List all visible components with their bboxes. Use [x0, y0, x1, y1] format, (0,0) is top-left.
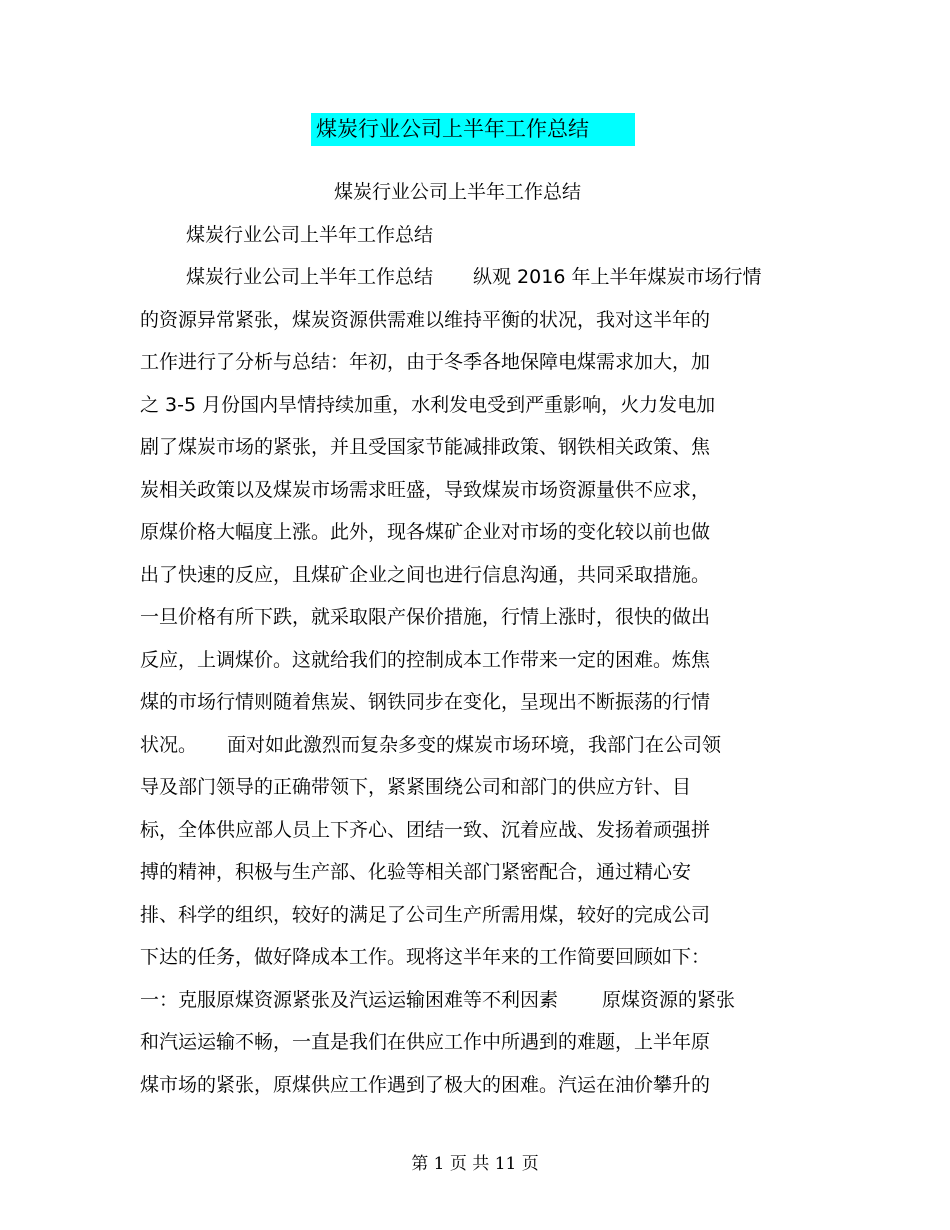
paragraph-line: 出了快速的反应，且煤矿企业之间也进行信息沟通，共同采取措施。	[140, 564, 711, 586]
paragraph-line: 和汽运运输不畅，一直是我们在供应工作中所遇到的难题，上半年原	[140, 1031, 711, 1053]
section-title: 一：克服原煤资源紧张及汽运运输困难等不利因素	[140, 989, 559, 1011]
document-title: 煤炭行业公司上半年工作总结	[316, 117, 589, 141]
paragraph-line: 煤的市场行情则随着焦炭、钢铁同步在变化，呈现出不断振荡的行情	[140, 691, 711, 713]
paragraph-line	[140, 988, 735, 1012]
paragraph-line: 炭相关政策以及煤炭市场需求旺盛，导致煤炭市场资源量供不应求，	[140, 479, 711, 501]
paragraph-text: 状况。	[140, 734, 198, 756]
paragraph-text: 纵观 2016 年上半年煤炭市场行情	[473, 266, 762, 288]
paragraph-line: 一旦价格有所下跌，就采取限产保价措施，行情上涨时，很快的做出	[140, 606, 711, 628]
paragraph-text: 原煤资源的紧张	[602, 989, 736, 1011]
paragraph-line	[140, 733, 721, 757]
paragraph-line: 排、科学的组织，较好的满足了公司生产所需用煤，较好的完成公司	[140, 904, 711, 926]
paragraph-line: 搏的精神，积极与生产部、化验等相关部门紧密配合，通过精心安	[140, 861, 692, 883]
section-heading: 煤炭行业公司上半年工作总结	[186, 224, 434, 246]
paragraph-line: 标，全体供应部人员上下齐心、团结一致、沉着应战、发扬着顽强拼	[140, 819, 711, 841]
paragraph-line	[186, 265, 761, 289]
paragraph-line: 原煤价格大幅度上涨。此外，现各煤矿企业对市场的变化较以前也做	[140, 521, 711, 543]
paragraph-line: 之 3-5 月份国内旱情持续加重，水利发电受到严重影响，火力发电加	[140, 394, 716, 416]
document-subtitle: 煤炭行业公司上半年工作总结	[334, 181, 582, 203]
paragraph-line: 剧了煤炭市场的紧张，并且受国家节能减排政策、钢铁相关政策、焦	[140, 436, 711, 458]
paragraph-line: 下达的任务，做好降成本工作。现将这半年来的工作简要回顾如下：	[140, 946, 711, 968]
paragraph-line: 工作进行了分析与总结：年初，由于冬季各地保障电煤需求加大，加	[140, 351, 711, 373]
paragraph-line: 的资源异常紧张，煤炭资源供需难以维持平衡的状况，我对这半年的	[140, 309, 711, 331]
inline-title: 煤炭行业公司上半年工作总结	[186, 266, 434, 288]
paragraph-text: 面对如此激烈而复杂多变的煤炭市场环境，我部门在公司领	[227, 734, 722, 756]
paragraph-line: 煤市场的紧张，原煤供应工作遇到了极大的困难。汽运在油价攀升的	[140, 1074, 711, 1096]
page-number-footer: 第 1 页 共 11 页	[411, 1154, 539, 1174]
paragraph-line: 反应，上调煤价。这就给我们的控制成本工作带来一定的困难。炼焦	[140, 649, 711, 671]
paragraph-line: 导及部门领导的正确带领下，紧紧围绕公司和部门的供应方针、目	[140, 776, 692, 798]
